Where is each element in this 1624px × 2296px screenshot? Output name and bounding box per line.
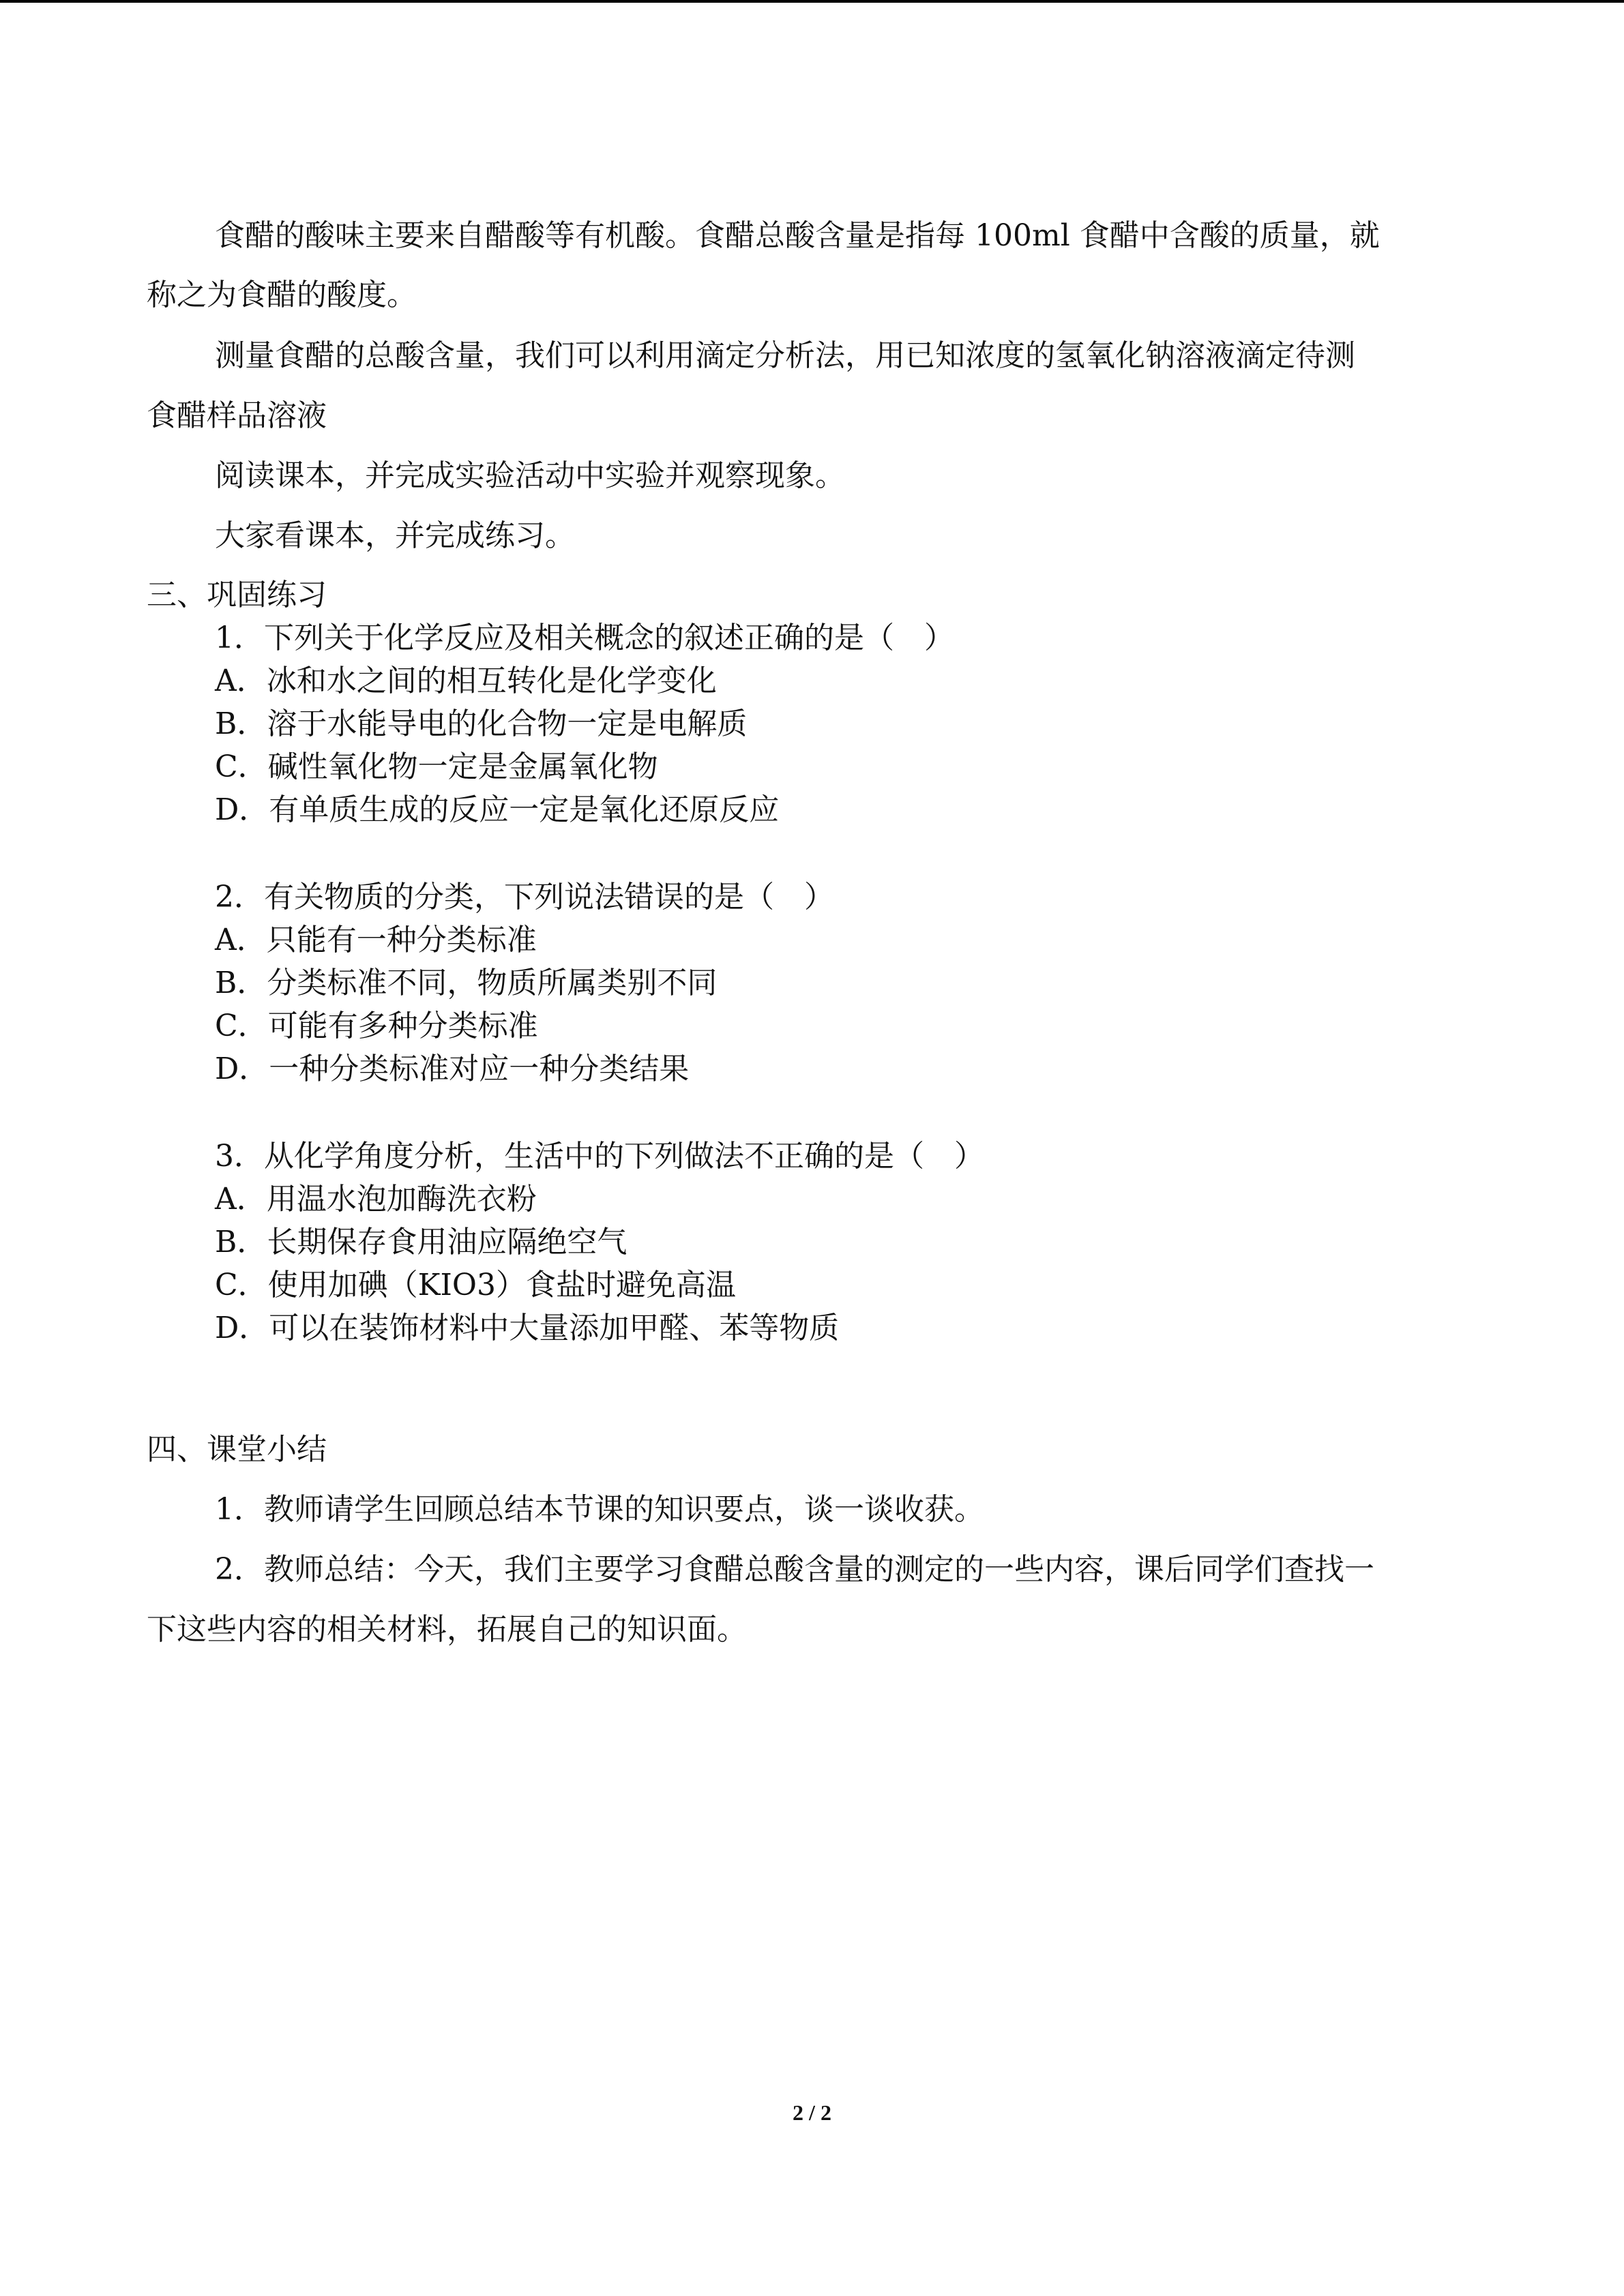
intro-paragraph-2-line-2: 食醋样品溶液	[147, 398, 327, 433]
question-3-option-c: C．使用加碘（KIO3）食盐时避免高温	[215, 1268, 736, 1302]
section-4-heading: 四、课堂小结	[147, 1432, 327, 1467]
page-number: 2 / 2	[793, 2100, 831, 2125]
summary-item-2-line-2: 下这些内容的相关材料，拓展自己的知识面。	[147, 1612, 747, 1647]
question-1-option-a: A．冰和水之间的相互转化是化学变化	[215, 664, 717, 698]
question-1-stem: 1．下列关于化学反应及相关概念的叙述正确的是（ ）	[215, 621, 954, 655]
question-1-option-b: B．溶于水能导电的化合物一定是电解质	[215, 706, 748, 741]
summary-item-1: 1．教师请学生回顾总结本节课的知识要点，谈一谈收获。	[215, 1492, 984, 1527]
question-2-option-a: A．只能有一种分类标准	[215, 923, 537, 957]
section-3-heading: 三、巩固练习	[147, 578, 327, 612]
question-3-option-b: B．长期保存食用油应隔绝空气	[215, 1225, 628, 1259]
question-3-option-a: A．用温水泡加酶洗衣粉	[215, 1182, 537, 1217]
intro-paragraph-1-line-1: 食醋的酸味主要来自醋酸等有机酸。食醋总酸含量是指每 100ml 食醋中含酸的质量，就	[215, 218, 1380, 253]
question-2-stem: 2．有关物质的分类，下列说法错误的是（ ）	[215, 880, 834, 914]
intro-paragraph-2-line-1: 测量食醋的总酸含量，我们可以利用滴定分析法，用已知浓度的氢氧化钠溶液滴定待测	[215, 338, 1355, 373]
question-1-option-c: C．碱性氧化物一定是金属氧化物	[215, 749, 658, 784]
page-top-border	[0, 0, 1624, 3]
question-3-stem: 3．从化学角度分析，生活中的下列做法不正确的是（ ）	[215, 1139, 984, 1174]
summary-item-2-line-1: 2．教师总结：今天，我们主要学习食醋总酸含量的测定的一些内容，课后同学们查找一	[215, 1552, 1374, 1587]
intro-paragraph-3: 阅读课本，并完成实验活动中实验并观察现象。	[215, 458, 845, 493]
question-2-option-b: B．分类标准不同，物质所属类别不同	[215, 966, 718, 1000]
intro-paragraph-4: 大家看课本，并完成练习。	[215, 518, 575, 553]
question-2-option-c: C．可能有多种分类标准	[215, 1009, 538, 1043]
intro-paragraph-1-line-2: 称之为食醋的酸度。	[147, 278, 417, 312]
question-2-option-d: D．一种分类标准对应一种分类结果	[215, 1052, 690, 1086]
question-3-option-d: D．可以在装饰材料中大量添加甲醛、苯等物质	[215, 1311, 840, 1345]
question-1-option-d: D．有单质生成的反应一定是氧化还原反应	[215, 792, 780, 827]
